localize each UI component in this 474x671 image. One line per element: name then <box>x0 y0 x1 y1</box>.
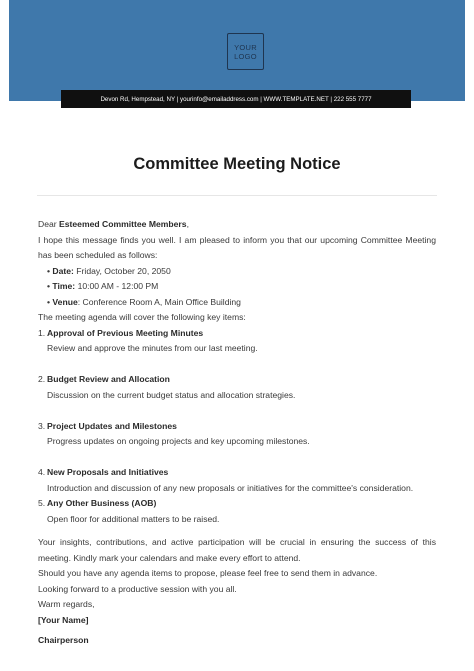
agenda-number: 2. <box>38 374 46 384</box>
spacer <box>38 357 436 373</box>
agenda-title-text: Any Other Business (AOB) <box>47 498 157 508</box>
agenda-title-text: Project Updates and Milestones <box>47 420 177 431</box>
greeting-prefix: Dear <box>38 219 57 229</box>
logo-line-2: LOGO <box>234 51 257 61</box>
closing-paragraph-2: Should you have any agenda items to propose, please feel free to send them in advance. <box>38 568 378 578</box>
logo-line-1: YOUR <box>234 42 257 52</box>
document-title: Committee Meeting Notice <box>133 155 341 173</box>
signer-title: Chairperson <box>38 635 89 645</box>
logo-placeholder <box>227 33 264 70</box>
agenda-number: 4. <box>38 467 46 477</box>
detail-value: : Conference Room A, Main Office Building <box>77 296 241 307</box>
intro-paragraph: I hope this message finds you well. I am pleased to inform you that our upcoming Committee Meeting has been scheduled as follows: <box>38 234 436 260</box>
detail-time <box>38 279 436 295</box>
closing-paragraph-1: Your insights, contributions, and active participation will be crucial in ensuring the success of this meeting. Kindly mark your calendars and make every effort to attend. <box>38 537 436 563</box>
greeting-suffix: , <box>186 219 189 229</box>
agenda-intro: The meeting agenda will cover the following key items: <box>38 312 246 322</box>
agenda-title-text: Budget Review and Allocation <box>47 374 170 384</box>
detail-date <box>38 264 436 280</box>
spacer <box>38 403 436 419</box>
agenda-title-text: New Proposals and Initiatives <box>47 467 169 477</box>
greeting-name: Esteemed Committee Members <box>59 219 187 229</box>
header-band <box>9 0 465 101</box>
agenda-title <box>38 496 436 512</box>
detail-label: Date: <box>52 265 74 276</box>
agenda-item-1 <box>38 326 436 357</box>
agenda-title <box>38 465 436 481</box>
closing-paragraph-3: Looking forward to a productive session with you all. <box>38 583 237 594</box>
agenda-desc: Progress updates on ongoing projects and key upcoming milestones. <box>47 436 310 446</box>
detail-label: Venue <box>52 296 78 307</box>
signer-name: [Your Name] <box>38 614 89 625</box>
letter-body <box>38 217 436 649</box>
detail-value: Friday, October 20, 2050 <box>76 265 171 276</box>
greeting <box>38 217 436 233</box>
agenda-item-5 <box>38 496 436 527</box>
agenda-title <box>38 419 436 435</box>
contact-bar <box>61 90 411 108</box>
spacer <box>38 527 436 535</box>
detail-venue <box>38 295 436 311</box>
agenda-number: 3. <box>38 420 46 431</box>
agenda-title <box>38 372 436 388</box>
contact-info: Devon Rd, Hempstead, NY | yourinfo@emailaddress.com | WWW.TEMPLATE.NET | 222 555 7777 <box>100 95 372 103</box>
detail-label: Time: <box>52 281 76 291</box>
agenda-number: 1. <box>38 327 46 338</box>
agenda-item-4 <box>38 465 436 496</box>
agenda-desc: Discussion on the current budget status and allocation strategies. <box>47 389 296 400</box>
agenda-title <box>38 326 436 342</box>
sign-off: Warm regards, <box>38 599 95 609</box>
agenda-item-2 <box>38 372 436 403</box>
agenda-desc: Introduction and discussion of any new proposals or initiatives for the committee's consideration. <box>47 482 414 493</box>
agenda-number: 5. <box>38 498 46 508</box>
title-divider <box>37 195 437 196</box>
spacer <box>38 450 436 466</box>
agenda-desc: Open floor for additional matters to be raised. <box>47 513 220 524</box>
agenda-title-text: Approval of Previous Meeting Minutes <box>47 327 204 338</box>
agenda-item-3 <box>38 419 436 450</box>
detail-value: 10:00 AM - 12:00 PM <box>77 281 159 291</box>
agenda-desc: Review and approve the minutes from our last meeting. <box>47 343 258 353</box>
